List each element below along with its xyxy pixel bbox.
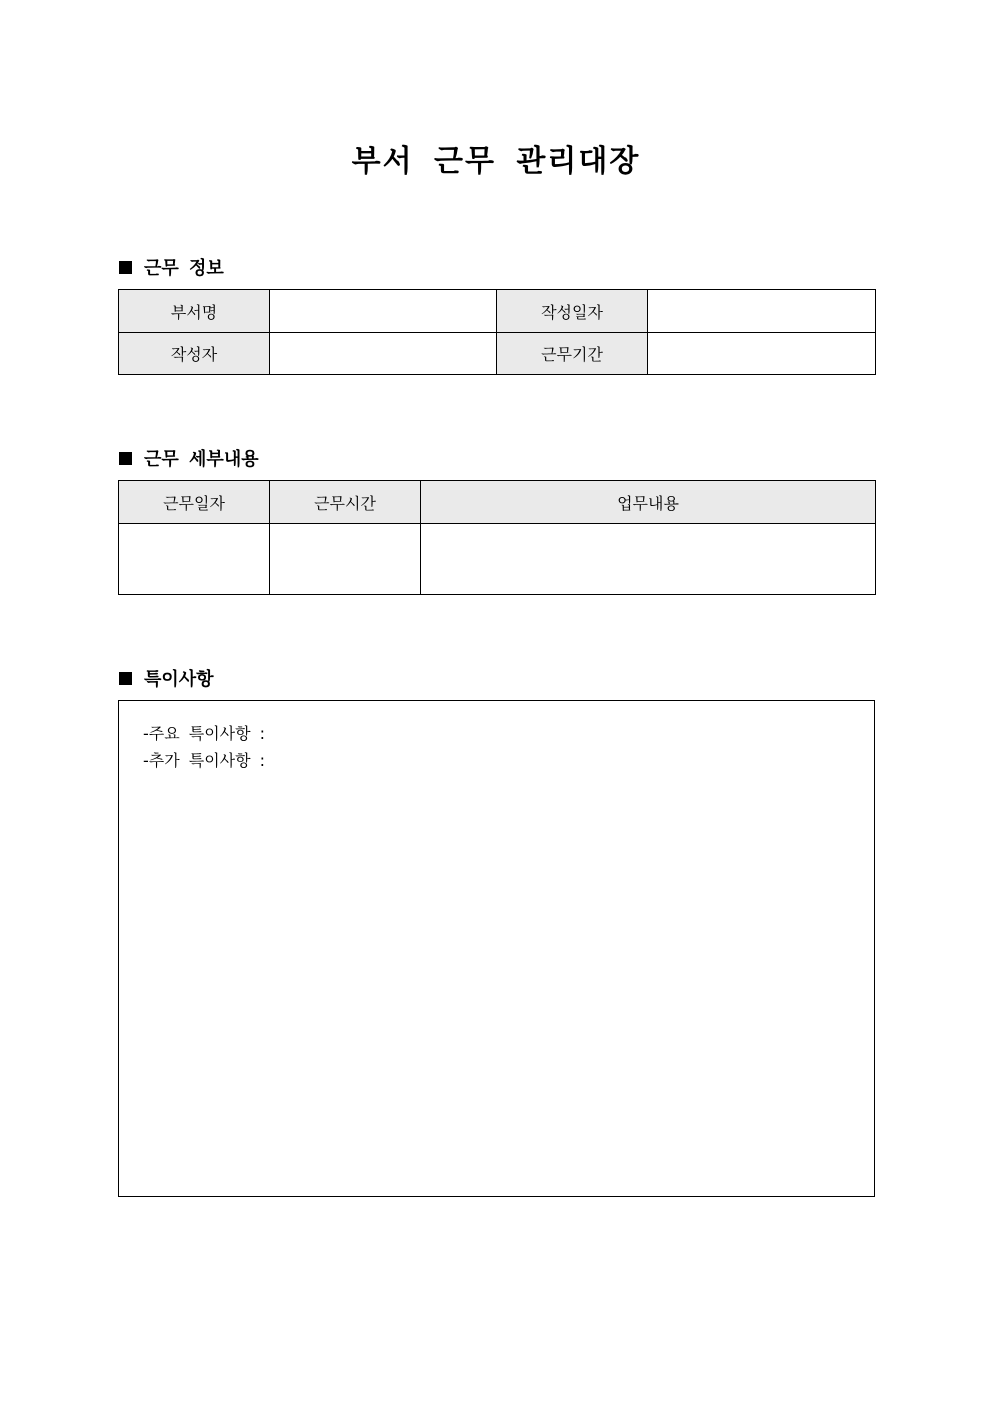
section-heading-remarks [119, 665, 214, 691]
label-author: 작성자 [119, 333, 270, 375]
section-title: 특이사항 [144, 669, 214, 690]
remarks-box[interactable] [118, 700, 875, 1197]
work-hours-cell[interactable] [270, 524, 421, 595]
author-field[interactable] [270, 333, 497, 375]
label-department: 부서명 [119, 290, 270, 333]
square-bullet-icon [119, 452, 132, 465]
column-header-work-date: 근무일자 [119, 481, 270, 524]
work-details-table [118, 480, 876, 595]
written-date-field[interactable] [648, 290, 876, 333]
column-header-task-content: 업무내용 [421, 481, 876, 524]
table-row [119, 290, 876, 333]
section-title: 근무 세부내용 [144, 449, 259, 470]
section-heading-work-info [119, 254, 224, 280]
remark-line-main: -주요 특이사항 : [143, 724, 266, 743]
work-date-cell[interactable] [119, 524, 270, 595]
task-content-cell[interactable] [421, 524, 876, 595]
square-bullet-icon [119, 672, 132, 685]
table-row [119, 524, 876, 595]
document-title: 부서 근무 관리대장 [351, 144, 641, 179]
label-written-date: 작성일자 [497, 290, 648, 333]
department-field[interactable] [270, 290, 497, 333]
label-work-period: 근무기간 [497, 333, 648, 375]
remark-line-additional: -추가 특이사항 : [143, 751, 266, 770]
column-header-work-hours: 근무시간 [270, 481, 421, 524]
work-period-field[interactable] [648, 333, 876, 375]
section-heading-work-details [119, 445, 259, 471]
table-row [119, 333, 876, 375]
table-header-row [119, 481, 876, 524]
section-title: 근무 정보 [144, 258, 224, 279]
work-info-table [118, 289, 876, 375]
square-bullet-icon [119, 261, 132, 274]
